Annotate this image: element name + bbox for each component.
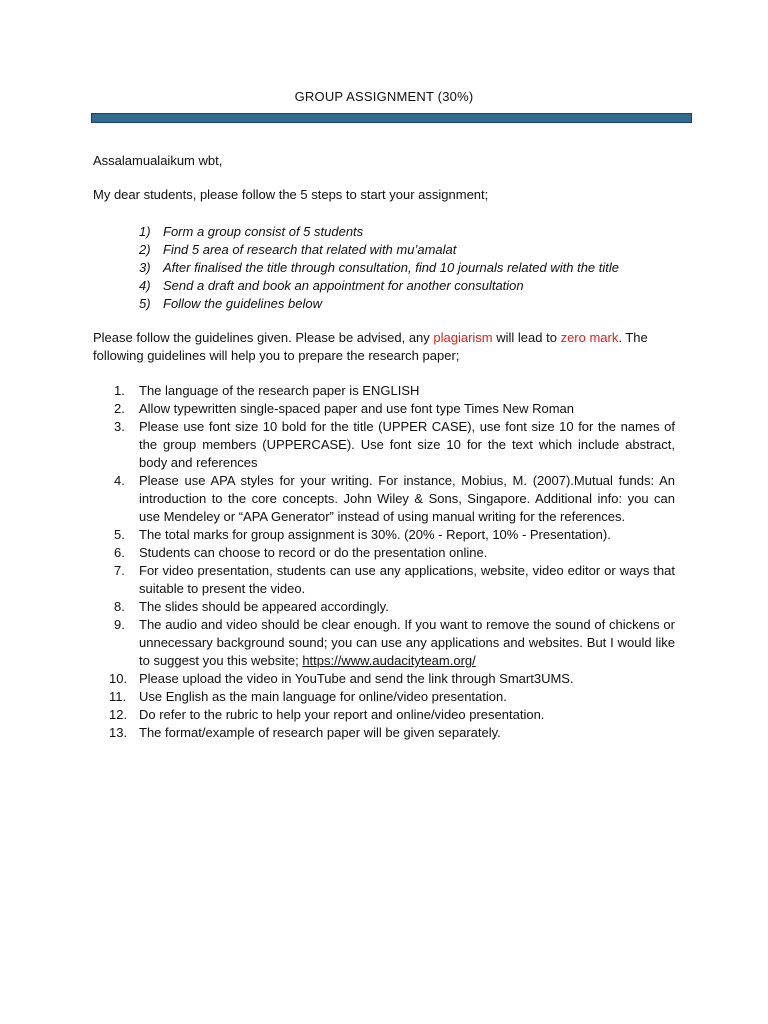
steps-list (139, 223, 619, 313)
guideline-number: 6. (114, 545, 125, 560)
guideline-number: 8. (114, 599, 125, 614)
guideline-number: 1. (114, 383, 125, 398)
guideline-text: The language of the research paper is ENGLISH (139, 383, 420, 398)
guideline-item (93, 526, 675, 544)
guideline-number: 2. (114, 401, 125, 416)
guidelines-intro-text: will lead to (492, 330, 561, 345)
guideline-item (93, 724, 675, 742)
guideline-number: 12. (109, 707, 128, 722)
zero-mark-highlight: zero mark (560, 330, 619, 345)
step-number: 3) (139, 260, 151, 275)
guidelines-intro-text: Please follow the guidelines given. Please be advised, any (93, 330, 434, 345)
guideline-text: Students can choose to record or do the presentation online. (139, 545, 488, 560)
step-text: Find 5 area of research that related with mu’amalat (163, 242, 457, 257)
guideline-number: 9. (114, 617, 125, 632)
guideline-text: The total marks for group assignment is 30%. (20% - Report, 10% - Presentation). (139, 527, 611, 542)
guideline-item (93, 616, 675, 670)
guideline-item (93, 670, 675, 688)
guideline-item (93, 562, 675, 598)
step-number: 5) (139, 296, 151, 311)
step-number: 1) (139, 224, 151, 239)
guideline-number: 11. (109, 689, 127, 704)
step-item (139, 259, 619, 277)
guidelines-list (93, 382, 675, 742)
guideline-text: The slides should be appeared accordingly. (139, 599, 389, 614)
guidelines-intro-text: . The following guidelines will help you to prepare the research paper; (93, 330, 648, 363)
guideline-text: For video presentation, students can use any applications, website, video editor or ways that suitable to present the video. (139, 563, 675, 596)
guideline-item (93, 598, 675, 616)
guideline-text: Do refer to the rubric to help your report and online/video presentation. (139, 707, 545, 722)
guidelines-intro-paragraph (93, 329, 683, 365)
guideline-number: 4. (114, 473, 125, 488)
guideline-item (93, 400, 675, 418)
guideline-text: Please use font size 10 bold for the title (UPPER CASE), use font size 10 for the names of the group members (UPPERCASE). Use font size 10 for the text which include abstract, body and references (139, 419, 675, 470)
guideline-number: 7. (114, 563, 125, 578)
guideline-text: Use English as the main language for online/video presentation. (139, 689, 507, 704)
guideline-text: The audio and video should be clear enough. If you want to remove the sound of chickens or unnecessary background sound; you can use any applications and websites. But I would like to suggest you this website; (139, 617, 675, 668)
guideline-text: The format/example of research paper will be given separately. (139, 725, 501, 740)
guideline-item (93, 472, 675, 526)
guideline-number: 5. (114, 527, 125, 542)
guideline-number: 13. (109, 725, 128, 740)
guideline-item (93, 382, 675, 400)
audacity-link[interactable]: https://www.audacityteam.org/ (302, 653, 476, 668)
step-item (139, 223, 619, 241)
guideline-number: 10. (109, 671, 128, 686)
document-title: GROUP ASSIGNMENT (30%) (294, 89, 474, 104)
step-number: 2) (139, 242, 151, 257)
guideline-text: Please upload the video in YouTube and send the link through Smart3UMS. (139, 671, 574, 686)
guideline-item (93, 544, 675, 562)
guideline-text: Allow typewritten single-spaced paper and use font type Times New Roman (139, 401, 574, 416)
intro-paragraph: My dear students, please follow the 5 steps to start your assignment; (93, 187, 489, 202)
title-underline-bar (91, 113, 692, 123)
step-item (139, 241, 619, 259)
step-text: Form a group consist of 5 students (163, 224, 364, 239)
step-text: Send a draft and book an appointment for another consultation (163, 278, 524, 293)
guideline-text: Please use APA styles for your writing. For instance, Mobius, M. (2007).Mutual funds: An introduction to the core concepts. John Wiley & Sons, Singapore. Additional info: you can use Mendeley or “APA Generator” instead of using manual writing for the references. (139, 473, 675, 524)
step-item (139, 277, 619, 295)
step-text: Follow the guidelines below (163, 296, 322, 311)
step-item (139, 295, 619, 313)
step-number: 4) (139, 278, 151, 293)
guideline-item (93, 688, 675, 706)
plagiarism-highlight: plagiarism (433, 330, 493, 345)
guideline-item (93, 418, 675, 472)
guideline-number: 3. (114, 419, 125, 434)
greeting: Assalamualaikum wbt, (93, 153, 223, 168)
step-text: After finalised the title through consultation, find 10 journals related with the title (163, 260, 619, 275)
guideline-item (93, 706, 675, 724)
